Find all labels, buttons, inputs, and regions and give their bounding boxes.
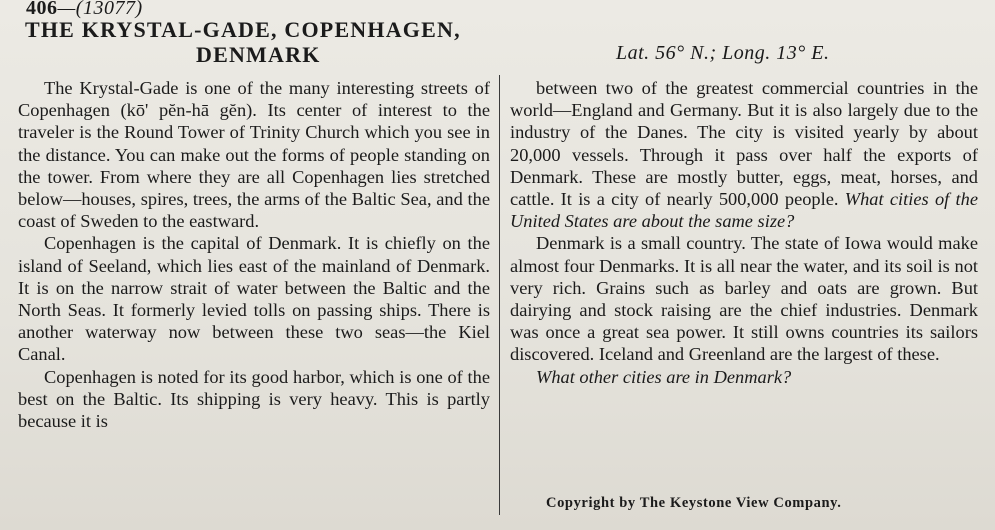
question-other-cities: What other cities are in Denmark? — [536, 366, 792, 387]
question-city-size: What cities of the United States are about the same size? — [510, 189, 979, 232]
paragraph-harbor: Copenhagen is noted for its good harbor, which is one of the best on the Baltic. Its shipping is very heavy. This is partly because it is — [18, 366, 490, 432]
column-divider — [499, 75, 500, 515]
right-column — [510, 77, 978, 388]
page-title — [25, 17, 461, 67]
catalog-code: —(13077) — [57, 0, 143, 19]
title-line-1: THE KRYSTAL-GADE, COPENHAGEN, — [25, 17, 461, 42]
left-column — [18, 77, 490, 432]
title-line-2: DENMARK — [196, 42, 321, 67]
paragraph-capital: Copenhagen is the capital of Denmark. It is chiefly on the island of Seeland, which lies east of the mainland of Denmark. It is on the narrow strait of water between the Baltic and the North Seas. It formerly levied tolls on passing ships. There is another waterway now between these two seas—the Kiel Canal. — [18, 233, 490, 365]
catalog-number-main: 406 — [26, 0, 58, 19]
paragraph-krystal-gade: The Krystal-Gade is one of the many interesting streets of Copenhagen (kō' pĕn-hā gĕn). Its center of interest to the traveler is the Round Tower of Trinity Church which you see in the distance. You can make out the forms of people standing on the tower. From where they are all Copenhagen lies stretched below—houses, spires, trees, the arms of the Baltic Sea, and the coast of Sweden to the eastward. — [18, 78, 490, 232]
coordinates: Lat. 56° N.; Long. 13° E. — [616, 42, 830, 64]
copyright-line: Copyright by The Keystone View Company. — [546, 495, 842, 511]
paragraph-commerce — [510, 77, 978, 232]
paragraph-commerce-text: between two of the greatest commercial countries in the world—England and Germany. But it is also largely due to the industry of the Danes. The city is visited yearly by about 20,000 vessels. Through it pass over half the exports of Denmark. These are mostly butter, eggs, meat, horses, and cattle. It is a city of nearly 500,000 people. — [510, 78, 978, 210]
paragraph-denmark: Denmark is a small country. The state of Iowa would make almost four Denmarks. It is all near the water, and its soil is not very rich. Grains such as barley and oats are grown. But dairying and stock raising are the chief industries. Denmark was once a great sea power. It still owns countries its sailors discovered. Iceland and Greenland are the largest of these. — [510, 233, 978, 365]
